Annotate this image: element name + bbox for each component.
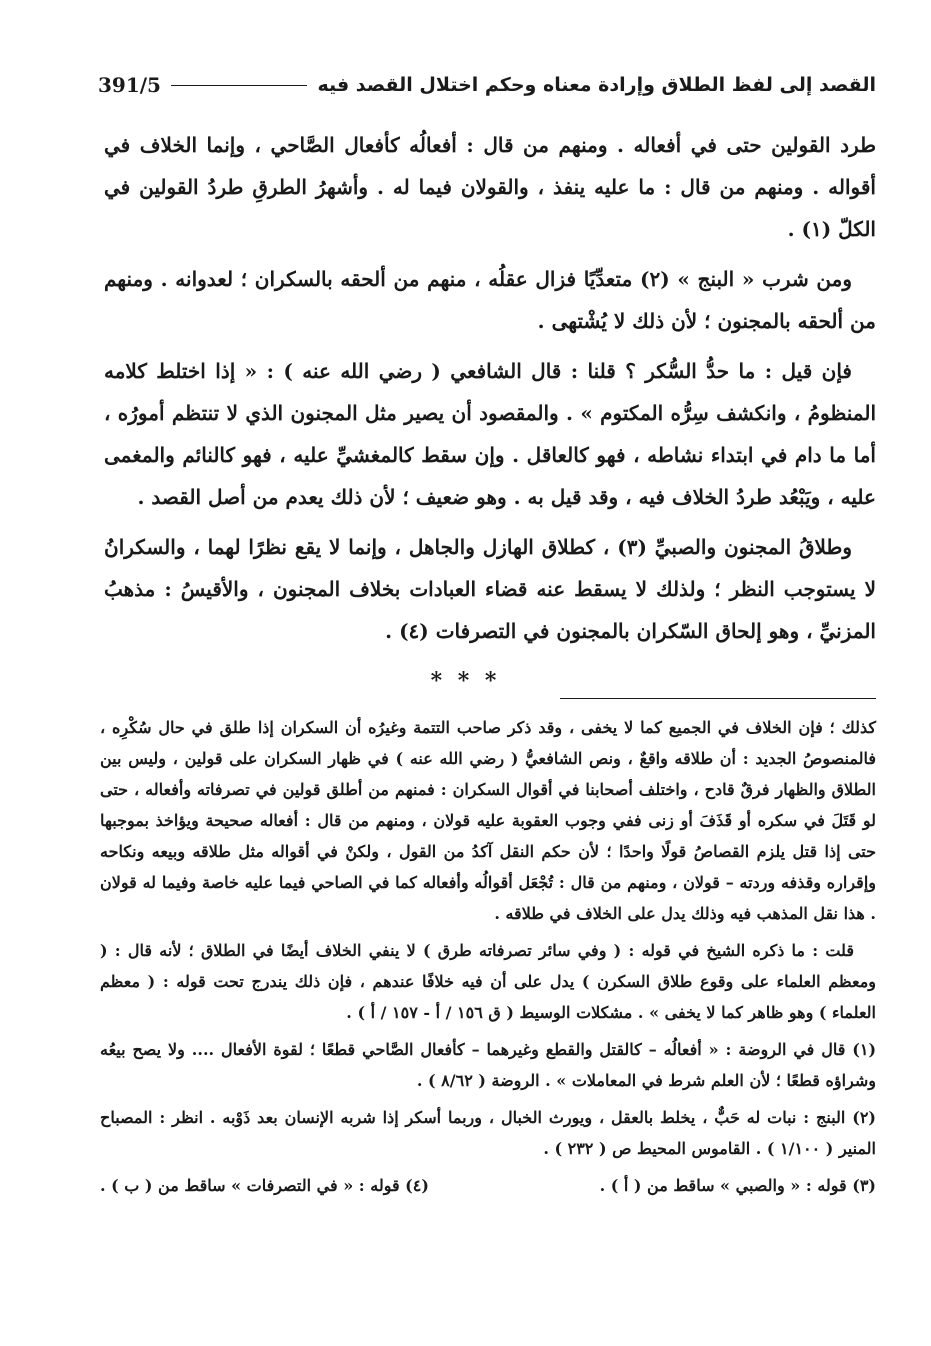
main-text xyxy=(104,124,876,660)
footnote-1: (١) قال في الروضة : « أفعالُه – كالقتل والقطع وغيرهما – كأفعال الصَّاحي قطعًا ؛ لقوة الأفعال .... ولا يصح بيعُه وشراؤه قطعًا ؛ لأن العلم شرط في المعاملات » . الروضة ( ٨/٦٢ ) . xyxy=(100,1040,877,1090)
footnotes xyxy=(100,712,876,1201)
footnote-comment: قلت : ما ذكره الشيخ في قوله : ( وفي سائر تصرفاته طرق ) لا ينفي الخلاف أيضًا في الطلاق ؛ لأنه قال : ( ومعظم العلماء على وقوع طلاق السكرن ) يدل على أن فيه خلافًا عندهم ، فإن ذلك يندرج تحت قوله : ( معظم العلماء ) وهو ظاهر كما لا يخفى » . مشكلات الوسيط ( ق ١٥٦ / أ - ١٥٧ / أ ) . xyxy=(100,941,876,1022)
paragraph-3: فإن قيل : ما حدُّ السُّكر ؟ قلنا : قال الشافعي ( رضي الله عنه ) : « إذا اختلط كلامه المنظومُ ، وانكشف سِرُّه المكتوم » . والمقصود أن يصير مثل المجنون الذي لا تنتظم أمورُه ، أما ما دام في ابتداء نشاطه ، فهو كالعاقل . وإن سقط كالمغشيِّ عليه ، فهو كالنائم والمغمى عليه ، ويَبْعُد طردُ الخلاف فيه ، وقد قيل به . وهو ضعيف ؛ لأن ذلك يعدم من أصل القصد . xyxy=(104,359,876,509)
paragraph-4: وطلاقُ المجنون والصبيِّ (٣) ، كطلاق الهازل والجاهل ، وإنما لا يقع نظرًا لهما ، والسكرانُ لا يستوجب النظر ؛ ولذلك لا يسقط عنه قضاء العبادات بخلاف المجنون ، والأقيسُ : مذهبُ المزنيِّ ، وهو إلحاق السّكران بالمجنون في التصرفات (٤) . xyxy=(104,535,876,643)
footnote-row-3-4 xyxy=(100,1170,876,1201)
page-number: 391/5 xyxy=(98,73,161,97)
footnote-4: (٤) قوله : « في التصرفات » ساقط من ( ب ) . xyxy=(100,1176,429,1195)
footnote-3: (٣) قوله : « والصبي » ساقط من ( أ ) . xyxy=(599,1176,876,1195)
running-header xyxy=(98,68,876,102)
footnote-2: (٢) البنج : نبات له حَبٌّ ، يخلط بالعقل ، ويورث الخبال ، وربما أسكر إذا شربه الإنسان بعد ذَوْبه . انظر : المصباح المنير ( ١/١٠٠ ) . القاموس المحيط ص ( ٢٣٢ ) . xyxy=(100,1108,876,1158)
header-rule xyxy=(171,85,307,86)
footnote-continuation: كذلك ؛ فإن الخلاف في الجميع كما لا يخفى ، وقد ذكر صاحب التتمة وغيرُه أن السكران إذا طلق في حال سُكْرِه ، فالمنصوصُ الجديد : أن طلاقه واقعٌ ، ونص الشافعيُّ ( رضي الله عنه ) في ظهار السكران على قولين ، وليس بين الطلاق والظهار فرقٌ قادح ، واختلف أصحابنا في أقوال السكران : فمنهم من أطلق قولين في تصرفاته وأفعاله ، حتى لو قَتَلَ في سكره أو قَذَفَ أو زنى ففي وجوب العقوبة عليه قولان ، ومنهم من قال : أفعاله صحيحة ويؤاخذ بموجبها حتى إذا قتل يلزم القصاصُ قولًا واحدًا ؛ لأن حكم النقل آكدُ من القول ، ولكنْ في أقواله مثل طلاقه وبيعه ونكاحه وإقراره وقذفه وردته – قولان ، ومنهم من قال : تُجْعَل أقوالُه وأفعاله كما في الصاحي فيما عليه خاصة وفيما له قولان . هذا نقل المذهب فيه وذلك يدل على الخلاف في طلاقه . xyxy=(100,718,877,923)
footnote-divider xyxy=(560,698,876,699)
paragraph-2: ومن شرب « البنج » (٢) متعدِّيًا فزال عقلُه ، منهم من ألحقه بالسكران ؛ لعدوانه . ومنهم من ألحقه بالمجنون ؛ لأن ذلك لا يُشْتهى . xyxy=(104,267,876,333)
paragraph-1: طرد القولين حتى في أفعاله . ومنهم من قال : أفعالُه كأفعال الصَّاحي ، وإنما الخلاف في أقواله . ومنهم من قال : ما عليه ينفذ ، والقولان فيما له . وأشهرُ الطرقِ طردُ القولين في الكلّ (١) . xyxy=(104,133,876,241)
section-separator: * * * xyxy=(430,668,501,694)
header-title: القصد إلى لفظ الطلاق وإرادة معناه وحكم اختلال القصد فيه xyxy=(317,74,876,96)
